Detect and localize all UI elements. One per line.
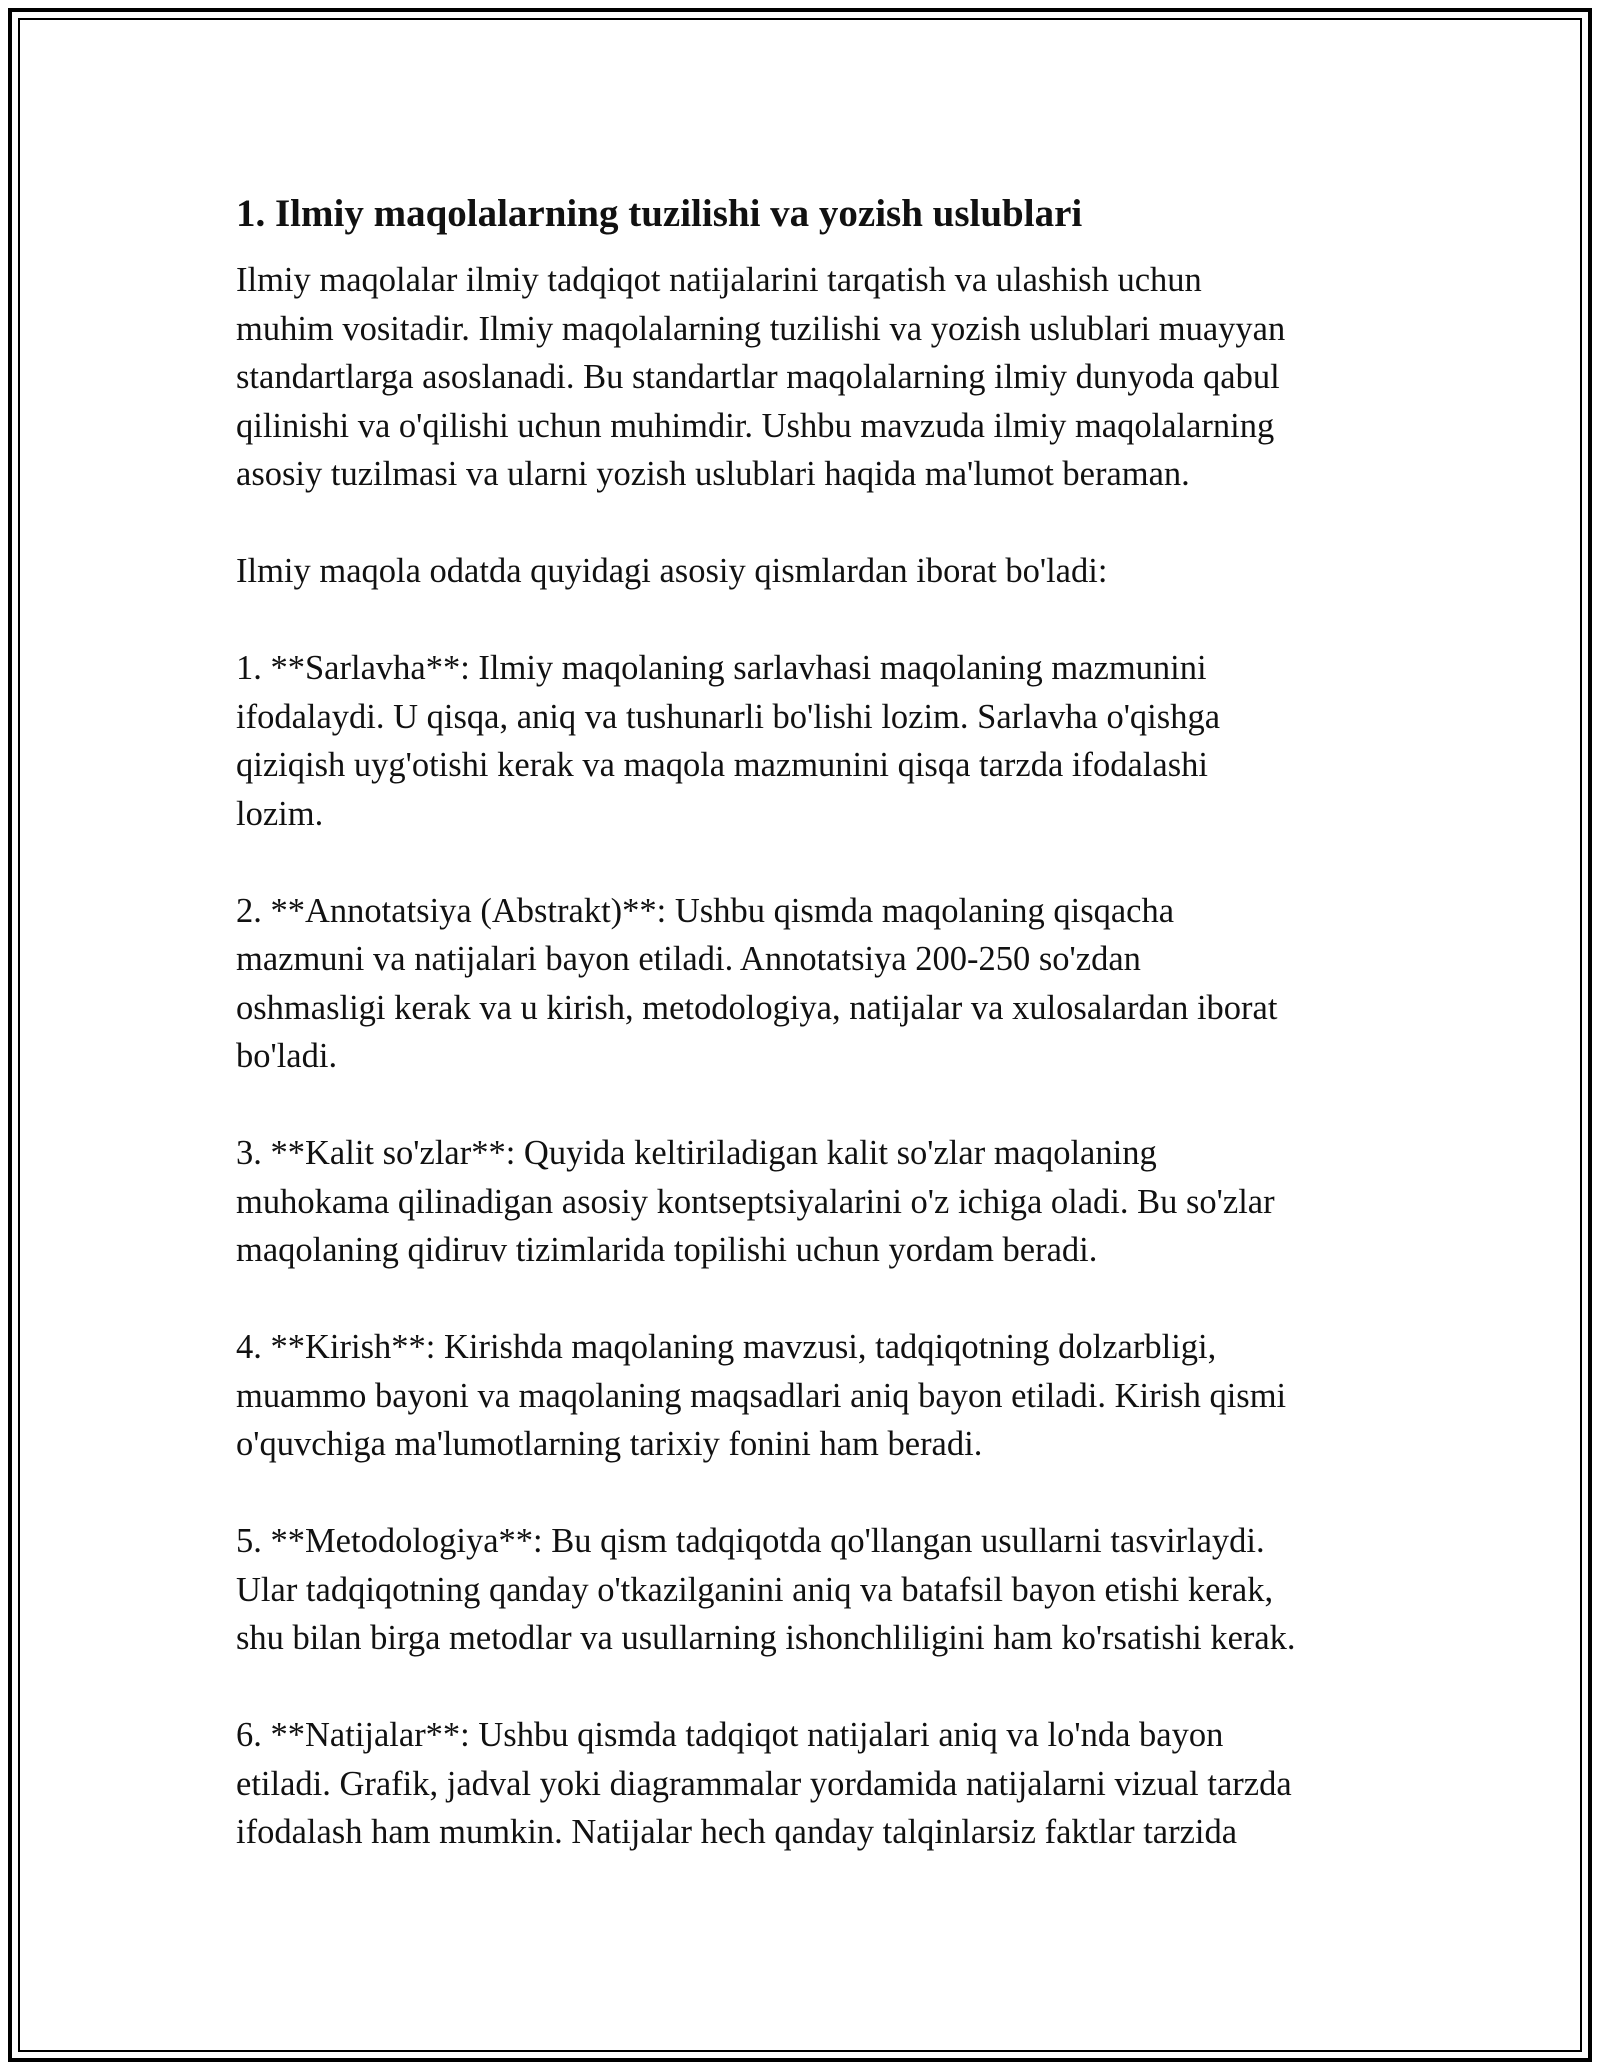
paragraph-line: 1. **Sarlavha**: Ilmiy maqolaning sarlavhasi maqolaning mazmunini [236,649,1207,687]
paragraph-line: qilinishi va o'qilishi uchun muhimdir. Ushbu mavzuda ilmiy maqolalarning [236,406,1275,445]
paragraph-line: muhokama qilinadigan asosiy kontseptsiyalarini o'z ichiga oladi. Bu so'zlar [236,1182,1275,1221]
document-heading: 1. Ilmiy maqolalarning tuzilishi va yozish uslublari [236,192,1083,235]
paragraph [236,1129,1376,1275]
paragraph-line: maqolaning qidiruv tizimlarida topilishi uchun yordam beradi. [236,1231,1098,1269]
paragraph-line: asosiy tuzilmasi va ularni yozish uslublari haqida ma'lumot beraman. [236,455,1190,493]
paragraph [236,644,1376,838]
paragraph-line: 5. **Metodologiya**: Bu qism tadqiqotda qo'llangan usullarni tasvirlaydi. [236,1522,1265,1560]
paragraph-line: ifodalash ham mumkin. Natijalar hech qanday talqinlarsiz faktlar tarzida [236,1813,1238,1851]
paragraph-line: 6. **Natijalar**: Ushbu qismda tadqiqot natijalari aniq va lo'nda bayon [236,1716,1224,1754]
paragraph-list [236,256,1376,1857]
paragraph-line: Ilmiy maqola odatda quyidagi asosiy qismlardan iborat bo'ladi: [236,552,1108,590]
paragraph-line: shu bilan birga metodlar va usullarning ishonchliligini ham ko'rsatishi kerak. [236,1619,1296,1657]
paragraph-line: muammo bayoni va maqolaning maqsadlari aniq bayon etiladi. Kirish qismi [236,1376,1287,1415]
paragraph-line: etiladi. Grafik, jadval yoki diagrammalar yordamida natijalarni vizual tarzda [236,1764,1292,1803]
paragraph-line: qiziqish uyg'otishi kerak va maqola mazmunini qisqa tarzda ifodalashi [236,746,1208,784]
paragraph-line: ifodalaydi. U qisqa, aniq va tushunarli bo'lishi lozim. Sarlavha o'qishga [236,697,1221,736]
paragraph-line: lozim. [236,794,324,833]
document-body [236,186,1376,1905]
paragraph-line: o'quvchiga ma'lumotlarning tarixiy fonini ham beradi. [236,1425,983,1463]
paragraph [236,256,1376,499]
paragraph-line: Ular tadqiqotning qanday o'tkazilganini aniq va batafsil bayon etishi kerak, [236,1570,1274,1609]
paragraph-line: 3. **Kalit so'zlar**: Quyida keltiriladigan kalit so'zlar maqolaning [236,1134,1157,1172]
paragraph [236,1323,1376,1469]
paragraph [236,1517,1376,1663]
paragraph-line: Ilmiy maqolalar ilmiy tadqiqot natijalarini tarqatish va ulashish uchun [236,261,1202,299]
paragraph-line: standartlarga asoslanadi. Bu standartlar maqolalarning ilmiy dunyoda qabul [236,358,1280,396]
paragraph-line: bo'ladi. [236,1037,338,1075]
paragraph-line: oshmasligi kerak va u kirish, metodologiya, natijalar va xulosalardan iborat [236,988,1278,1027]
paragraph-line: muhim vositadir. Ilmiy maqolalarning tuzilishi va yozish uslublari muayyan [236,309,1286,348]
paragraph [236,887,1376,1081]
paragraph [236,1711,1376,1857]
paragraph-line: mazmuni va natijalari bayon etiladi. Annotatsiya 200-250 so'zdan [236,940,1141,978]
paragraph-line: 4. **Kirish**: Kirishda maqolaning mavzusi, tadqiqotning dolzarbligi, [236,1328,1217,1366]
paragraph [236,547,1376,596]
paragraph-line: 2. **Annotatsiya (Abstrakt)**: Ushbu qismda maqolaning qisqacha [236,891,1175,930]
